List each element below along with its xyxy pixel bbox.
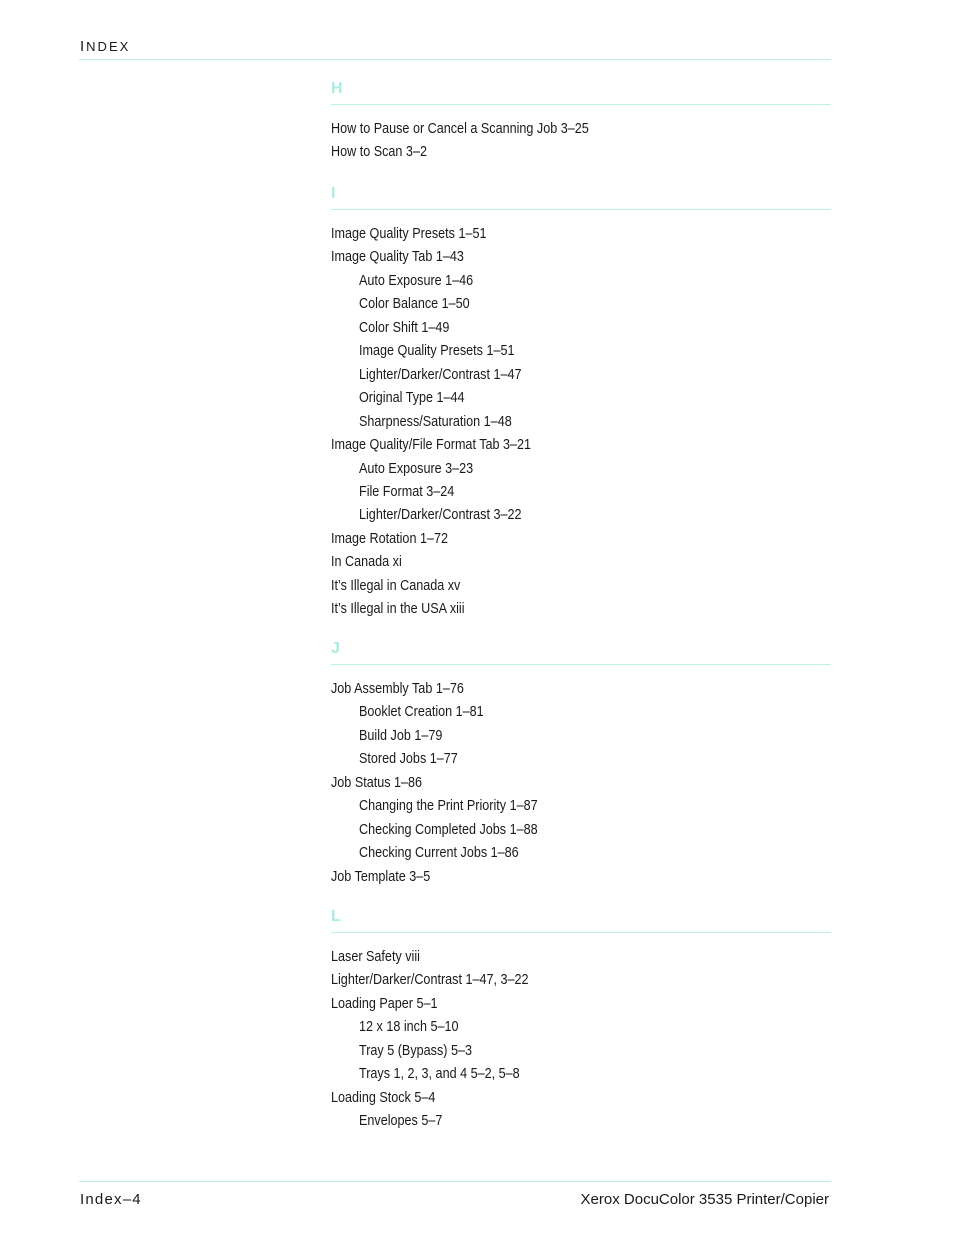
index-entry: Job Status 1–86 [331,773,423,791]
section-rule [331,104,831,105]
footer-page-number: Index–4 [80,1191,142,1208]
index-subentry: Color Balance 1–50 [359,295,470,313]
index-entry: Image Quality Tab 1–43 [331,248,464,266]
index-subentry: Build Job 1–79 [359,726,443,744]
index-entry: It’s Illegal in the USA xiii [331,600,465,618]
index-subentry: Lighter/Darker/Contrast 3–22 [359,506,522,524]
index-entry: In Canada xi [331,553,402,571]
index-subentry: Trays 1, 2, 3, and 4 5–2, 5–8 [359,1065,520,1083]
index-subentry: Auto Exposure 3–23 [359,459,474,477]
footer-product-name: Xerox DocuColor 3535 Printer/Copier [580,1191,829,1208]
index-subentry: File Format 3–24 [359,482,455,500]
index-entry: Laser Safety viii [331,948,420,965]
index-entry: Lighter/Darker/Contrast 1–47, 3–22 [331,971,529,989]
section-letter: J [331,640,340,657]
index-entry: Loading Paper 5–1 [331,994,438,1012]
index-subentry: Tray 5 (Bypass) 5–3 [359,1041,472,1059]
section-letter: H [331,80,343,97]
section-letter: L [331,908,341,925]
section-letter: I [331,185,336,202]
index-entry: It’s Illegal in Canada xv [331,576,461,594]
index-entry: Loading Stock 5–4 [331,1088,436,1106]
index-entry: Job Template 3–5 [331,867,431,885]
index-entry: How to Scan 3–2 [331,143,427,161]
index-subentry: Checking Completed Jobs 1–88 [359,820,538,838]
index-subentry: Changing the Print Priority 1–87 [359,797,538,815]
index-subentry: Auto Exposure 1–46 [359,271,474,289]
index-subentry: Sharpness/Saturation 1–48 [359,412,512,430]
index-entry: Image Rotation 1–72 [331,529,448,547]
index-subentry: Envelopes 5–7 [359,1112,443,1130]
section-rule [331,664,831,665]
index-subentry: Lighter/Darker/Contrast 1–47 [359,365,522,383]
index-subentry: Booklet Creation 1–81 [359,703,484,721]
index-subentry: Checking Current Jobs 1–86 [359,844,519,862]
section-rule [331,209,831,210]
section-rule [331,932,831,933]
running-header-rest: NDEX [86,39,131,54]
index-entry: Job Assembly Tab 1–76 [331,680,464,697]
index-entry: Image Quality/File Format Tab 3–21 [331,436,532,454]
index-subentry: Stored Jobs 1–77 [359,750,458,768]
index-entry: Image Quality Presets 1–51 [331,225,487,242]
index-subentry: Color Shift 1–49 [359,318,450,336]
running-header-cap: I [80,38,87,55]
index-subentry: 12 x 18 inch 5–10 [359,1018,459,1036]
running-header [80,38,130,55]
header-rule [79,59,831,60]
footer-rule [79,1181,831,1182]
index-subentry: Original Type 1–44 [359,389,465,407]
index-subentry: Image Quality Presets 1–51 [359,342,515,360]
index-entry: How to Pause or Cancel a Scanning Job 3–25 [331,120,589,137]
